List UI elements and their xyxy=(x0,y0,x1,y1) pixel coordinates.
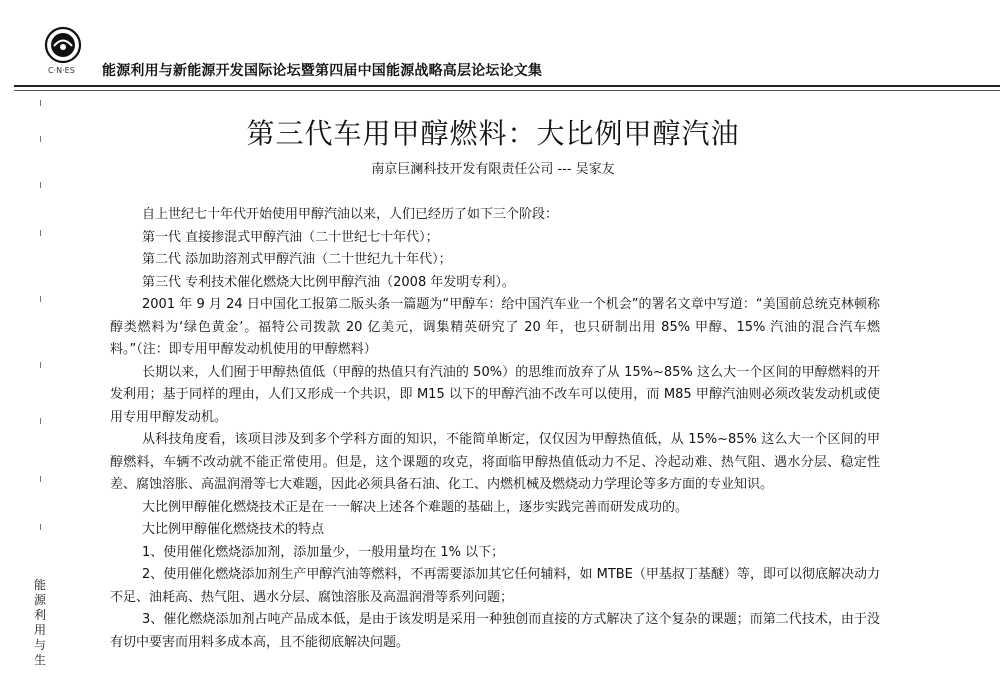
list-item: 1、使用催化燃烧添加剂，添加量少，一般用量均在 1% 以下； xyxy=(142,544,505,560)
list-item: 3、催化燃烧添加剂占吨产品成本低，是由于该发明是采用一种独创而直接的方式解决了这个复杂的课题；而第二代技术，由于没有切中要害而用料多成本高，且不能彻底解决问题。 xyxy=(110,612,880,650)
header-rule xyxy=(14,85,1000,87)
paragraph: 自上世纪七十年代开始使用甲醇汽油以来，人们已经历了如下三个阶段： xyxy=(142,207,559,222)
conference-logo-icon xyxy=(44,26,82,64)
paragraph: 第二代 添加助溶剂式甲醇汽油（二十世纪九十年代）； xyxy=(142,252,452,267)
document-body xyxy=(110,204,880,654)
document-title: 第三代车用甲醇燃料：大比例甲醇汽油 xyxy=(246,117,740,150)
side-margin-text: 能源利用与生 xyxy=(34,578,47,667)
running-header-title: 能源利用与新能源开发国际论坛暨第四届中国能源战略高层论坛论文集 xyxy=(102,63,543,79)
document-author: 南京巨澜科技开发有限责任公司 --- 吴家友 xyxy=(371,162,615,177)
paragraph: 长期以来，人们囿于甲醇热值低（甲醇的热值只有汽油的 50%）的思维而放弃了从 15%~85% 这么大一个区间的甲醇燃料的开发利用；基于同样的理由，人们又形成一个共识，即 M15 以下的甲醇汽油不改车可以使用，而 M85 甲醇汽油则必须改装发动机或使用专用甲醇发动机。 xyxy=(110,364,880,425)
list-item: 2、使用催化燃烧添加剂生产甲醇汽油等燃料，不再需要添加其它任何辅料，如 MTBE（甲基叔丁基醚）等，即可以彻底解决动力不足、油耗高、热气阻、遇水分层、腐蚀溶胀及高温润滑等系列问题； xyxy=(110,567,880,605)
paragraph: 第一代 直接掺混式甲醇汽油（二十世纪七十年代）； xyxy=(142,229,439,245)
paragraph: 从科技角度看，该项目涉及到多个学科方面的知识，不能简单断定，仅仅因为甲醇热值低，从 15%~85% 这么大一个区间的甲醇燃料，车辆不改动就不能正常使用。但是，这个课题的攻克，将面临甲醇热值低动力不足、冷起动难、热气阻、遇水分层、稳定性差、腐蚀溶胀、高温润滑等七大难题，因此必须具备石油、化工、内燃机械及燃烧动力学理论等多方面的专业知识。 xyxy=(110,432,880,492)
header-rule-thin xyxy=(14,90,1000,91)
paragraph: 大比例甲醇催化燃烧技术正是在一一解决上述各个难题的基础上，逐步实践完善而研发成功的。 xyxy=(142,499,689,515)
paragraph: 第三代 专利技术催化燃烧大比例甲醇汽油（2008 年发明专利）。 xyxy=(142,274,515,290)
logo-caption: C·N·ES xyxy=(48,66,75,75)
section-heading: 大比例甲醇催化燃烧技术的特点 xyxy=(142,522,325,537)
paragraph: 2001 年 9 月 24 日中国化工报第二版头条一篇题为“甲醇车：给中国汽车业一个机会”的署名文章中写道：“美国前总统克林顿称醇类燃料为‘绿色黄金’。福特公司拨款 20 亿美元，调集精英研究了 20 年，也只研制出用 85% 甲醇、15% 汽油的混合汽车燃料。”（注：即专用甲醇发动机使用的甲醇燃料） xyxy=(110,297,880,357)
